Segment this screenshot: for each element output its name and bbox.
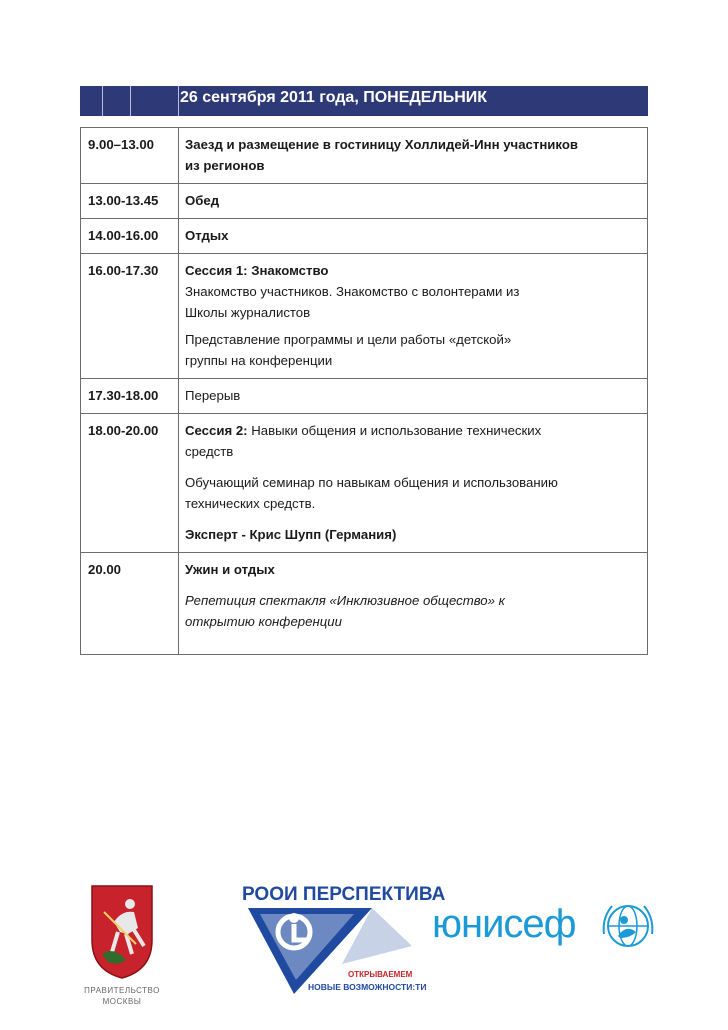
header-divider: [130, 86, 131, 116]
schedule-header-bar: [80, 86, 648, 116]
expert-line: Эксперт - Крис Шупп (Германия): [185, 527, 397, 542]
activity-text: Знакомство участников. Знакомство с волонтерами из: [185, 284, 520, 299]
activity-cell: [179, 219, 648, 254]
table-row: [81, 184, 648, 219]
activity-text: открытию конференции: [185, 614, 342, 629]
activity-text: Навыки общения и использование технических: [247, 423, 542, 438]
perspektiva-slogan: ОТКРЫВАЕМЕМ: [348, 970, 413, 979]
activity-title: Обед: [185, 193, 220, 208]
activity-text: Перерыв: [185, 388, 241, 403]
time-cell: 17.30-18.00: [81, 379, 179, 414]
time-cell: 14.00-16.00: [81, 219, 179, 254]
schedule-table: [80, 127, 648, 655]
activity-text: Обучающий семинар по навыкам общения и использованию: [185, 475, 558, 490]
table-row: [81, 379, 648, 414]
schedule-date-title: 26 сентября 2011 года, ПОНЕДЕЛЬНИК: [180, 89, 488, 106]
time-cell: 16.00-17.30: [81, 254, 179, 379]
moscow-government-logo: [74, 882, 170, 1012]
activity-title: Ужин и отдых: [185, 562, 275, 577]
activity-text: технических средств.: [185, 496, 316, 511]
activity-cell: [179, 414, 648, 553]
activity-text: Представление программы и цели работы «детской»: [185, 332, 512, 347]
table-row: [81, 414, 648, 553]
activity-cell: [179, 184, 648, 219]
header-divider: [102, 86, 103, 116]
activity-text: средств: [185, 444, 234, 459]
activity-cell: [179, 379, 648, 414]
activity-cell: [179, 128, 648, 184]
activity-cell: [179, 553, 648, 655]
activity-title: Отдых: [185, 228, 229, 243]
activity-text: Школы журналистов: [185, 305, 311, 320]
activity-text: группы на конференции: [185, 353, 333, 368]
time-cell: 9.00–13.00: [81, 128, 179, 184]
perspektiva-logo: [236, 876, 446, 1010]
activity-title: Заезд и размещение в гостиницу Холлидей-Инн участников: [185, 137, 579, 152]
unicef-wordmark: юнисеф: [432, 902, 576, 946]
table-row: [81, 254, 648, 379]
session-label: Сессия 2:: [185, 423, 248, 438]
activity-title: из регионов: [185, 158, 265, 173]
perspektiva-slogan: НОВЫЕ ВОЗМОЖНОСТИ:ТИ: [308, 982, 427, 992]
table-row: [81, 128, 648, 184]
header-divider: [178, 86, 179, 116]
activity-text: Репетиция спектакля «Инклюзивное общество» к: [185, 593, 505, 608]
perspektiva-name: РООИ ПЕРСПЕКТИВА: [242, 884, 446, 905]
moscow-caption: МОСКВЫ: [102, 997, 142, 1006]
moscow-caption: ПРАВИТЕЛЬСТВО: [84, 986, 160, 995]
activity-cell: [179, 254, 648, 379]
unicef-logo: [432, 898, 658, 958]
time-cell: 20.00: [81, 553, 179, 655]
table-row: [81, 553, 648, 655]
table-row: [81, 219, 648, 254]
unicef-globe-icon: [600, 898, 656, 954]
moscow-coat-of-arms-icon: [74, 882, 170, 982]
activity-title: Сессия 1: Знакомство: [185, 263, 329, 278]
time-cell: 18.00-20.00: [81, 414, 179, 553]
time-cell: 13.00-13.45: [81, 184, 179, 219]
